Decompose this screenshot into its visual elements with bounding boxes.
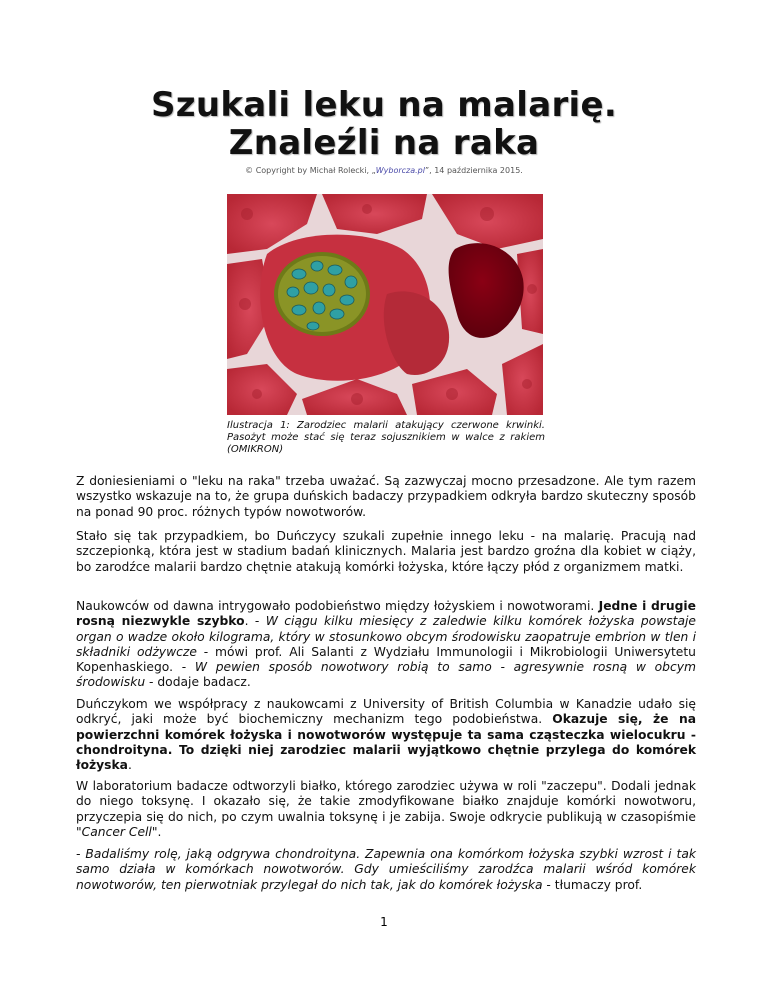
source-link[interactable]: Wyborcza.pl <box>375 166 425 175</box>
p6-quote: - Badaliśmy rolę, jaką odgrywa chondroityna. Zapewnia ona komórkom łożyska szybki wzrost i tak samo działa w komórkach nowotworów. Gdy umieściliśmy zarodźca malarii wśród komórek nowotworów, ten pierwotniak przylegał do nich tak, jak do komórek łożyska <box>76 847 696 892</box>
p3-text: Naukowców od dawna intrygowało podobieństwo między łożyskiem i nowotworami. <box>76 599 599 613</box>
malaria-micrograph-image <box>227 194 543 415</box>
p4-text: Duńczykom we współpracy z naukowcami z University of British Columbia w Kanadzie udało się odkryć, jaki może być biochemiczny mechanizm tego podobieństwa. <box>76 697 696 727</box>
p4-bold: Okazuje się, że na powierzchni komórek łożyska i nowotworów występuje ta sama cząsteczka wielocukru - chondroityna. To dzięki niej zarodziec malarii wyjątkowo chętnie przylega do komórek łożyska <box>76 712 696 773</box>
copyright-prefix: © Copyright by Michał Rolecki, „ <box>245 166 376 175</box>
paragraph-2: Stało się tak przypadkiem, bo Duńczycy szukali zupełnie innego leku - na malarię. Pracują nad szczepionką, która jest w stadium badań klinicznych. Malaria jest bardzo groźna dla kobiet w ciąży, bo zarodźce malarii bardzo chętnie atakują komórki łożyska, które łączy płód z organizmem matki. <box>76 529 696 574</box>
p3-bold: Jedne i drugie rosną niezwykle szybko <box>76 599 696 629</box>
p5-journal: Cancer Cell <box>81 824 152 839</box>
p5-text: W laboratorium badacze odtworzyli białko, którego zarodziec używa w roli "zaczepu". Dodali jednak do niego toksynę. I okazało się, że takie zmodyfikowane białko znajduje komórki nowotworu, przyczepia się do nich, po czym uwalnia toksynę i je zabija. Swoje odkrycie publikują w czasopiśmie " <box>76 779 696 839</box>
p3-text: - dodaje badacz. <box>145 675 251 690</box>
page-number: 1 <box>380 915 388 929</box>
article-title-line2: Znaleźli na raka <box>228 123 540 163</box>
p3-quote: W pewien sposób nowotwory robią to samo - agresywnie rosną w obcym środowisku <box>76 660 696 690</box>
copyright-line <box>0 166 768 175</box>
paragraph-5 <box>76 779 696 840</box>
p3-quote: W ciągu kilku miesięcy z zaledwie kilku komórek łożyska powstaje organ o wadze około kilograma, który w stosunkowo obcym środowisku zaopatruje embrion w tlen i składniki odżywcze <box>76 614 696 659</box>
article-title-line1: Szukali leku na malarię. <box>150 85 618 125</box>
p4-text: . <box>127 758 132 773</box>
copyright-suffix: ”, 14 października 2015. <box>424 166 523 175</box>
figure-caption: Ilustracja 1: Zarodziec malarii atakujący czerwone krwinki. Pasożyt może stać się teraz sojusznikiem w walce z rakiem (OMIKRON) <box>227 420 545 455</box>
p3-text: - mówi prof. Ali Salanti z Wydziału Immunologii i Mikrobiologii Uniwersytetu Kopenhaskiego. - <box>76 644 696 675</box>
paragraph-3 <box>76 599 696 691</box>
paragraph-6 <box>76 847 696 893</box>
paragraph-4 <box>76 697 696 773</box>
p5-text: ". <box>151 824 162 839</box>
paragraph-1: Z doniesieniami o "leku na raka" trzeba uważać. Są zazwyczaj mocno przesadzone. Ale tym razem wszystko wskazuje na to, że grupa duńskich badaczy przypadkiem odkryła bardzo skuteczny sposób na ponad 90 proc. różnych typów nowotworów. <box>76 474 696 519</box>
p3-text: . - <box>244 614 266 629</box>
p6-text: - tłumaczy prof. <box>542 877 643 892</box>
